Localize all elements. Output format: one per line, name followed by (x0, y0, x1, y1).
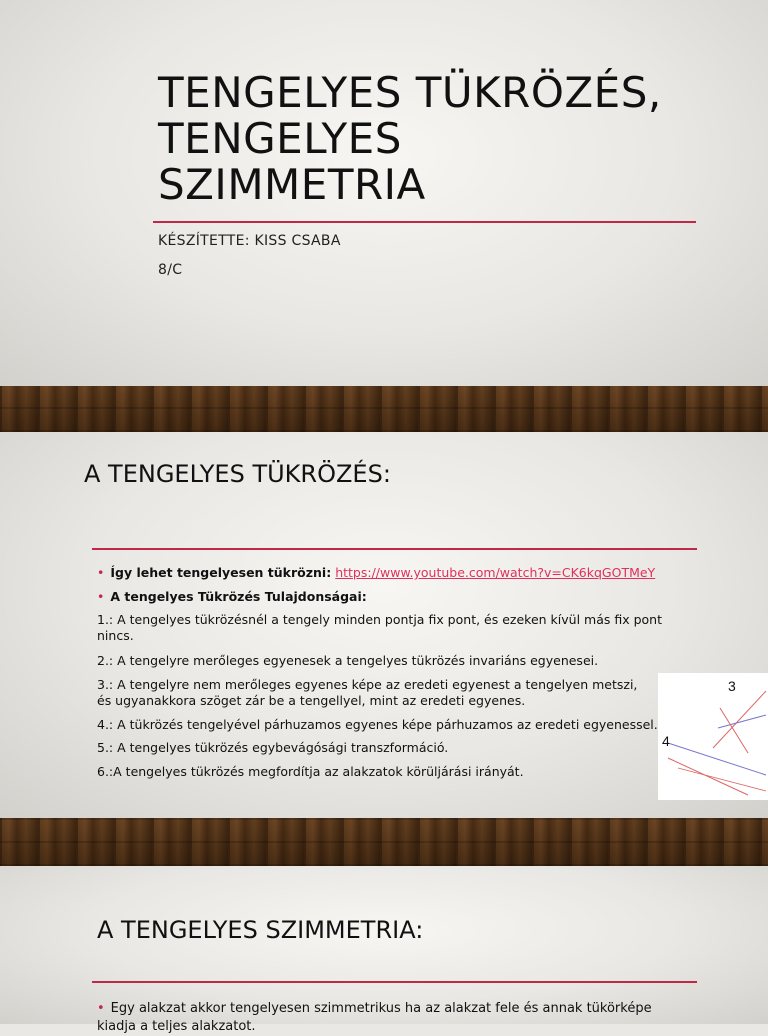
reflection-diagram (658, 673, 768, 800)
line-blue-2 (668, 743, 766, 775)
title-line-1: TENGELYES TÜKRÖZÉS, (158, 68, 662, 117)
slide-title: A TENGELYES SZIMMETRIA: (97, 916, 424, 944)
wood-floor-separator (0, 386, 768, 432)
bullet-item (97, 1000, 687, 1036)
line-red-4 (678, 768, 766, 791)
property-6: 6.:A tengelyes tükrözés megfordítja az alakzatok körüljárási irányát. (97, 764, 524, 779)
reflection-slide (0, 432, 768, 818)
bullet-icon: • (97, 1001, 105, 1016)
bullet-text: Egy alakzat akkor tengelyesen szimmetrikus ha az alakzat fele és annak tükörképe kiadja a teljes alakzatot. (97, 1001, 652, 1034)
class-text: 8/C (158, 262, 183, 278)
property-5: 5.: A tengelyes tükrözés egybevágósági transzformáció. (97, 740, 449, 755)
youtube-link[interactable]: https://www.youtube.com/watch?v=CK6kqGOTMeY (335, 565, 656, 580)
title-divider (92, 981, 697, 983)
title-slide (0, 0, 768, 386)
title-line-2: TENGELYES (158, 114, 402, 163)
author-text: KÉSZÍTETTE: KISS CSABA (158, 233, 341, 249)
presentation-title (158, 70, 718, 208)
property-3: 3.: A tengelyre nem merőleges egyenes képe az eredeti egyenest a tengelyen metszi, és ugyanakkora szöget zár be a tengellyel, mint az eredeti egyenes. (97, 677, 638, 708)
slide-title: A TENGELYES TÜKRÖZÉS: (84, 460, 391, 488)
reflection-figure (658, 673, 768, 800)
symmetry-slide (0, 866, 768, 1034)
title-line-3: SZIMMETRIA (158, 160, 426, 209)
property-2: 2.: A tengelyre merőleges egyenesek a tengelyes tükrözés invariáns egyenesei. (97, 653, 599, 668)
bullet-item (97, 589, 672, 605)
line-red-3 (668, 758, 748, 795)
figure-label-3: 3 (728, 678, 736, 694)
title-divider (92, 548, 697, 550)
property-1: 1.: A tengelyes tükrözésnél a tengely minden pontja fix pont, és ezeken kívül más fix pont nincs. (97, 612, 662, 643)
property-4: 4.: A tükrözés tengelyével párhuzamos egyenes képe párhuzamos az eredeti egyenessel. (97, 717, 658, 732)
bullet-item (97, 565, 672, 581)
bullet-label: Így lehet tengelyesen tükrözni: (110, 565, 332, 580)
figure-label-4: 4 (662, 733, 670, 749)
bullet-label: A tengelyes Tükrözés Tulajdonságai: (110, 589, 367, 604)
bullet-icon: • (97, 589, 105, 604)
bullet-icon: • (97, 565, 105, 580)
wood-floor-separator (0, 818, 768, 866)
title-divider (153, 221, 696, 223)
